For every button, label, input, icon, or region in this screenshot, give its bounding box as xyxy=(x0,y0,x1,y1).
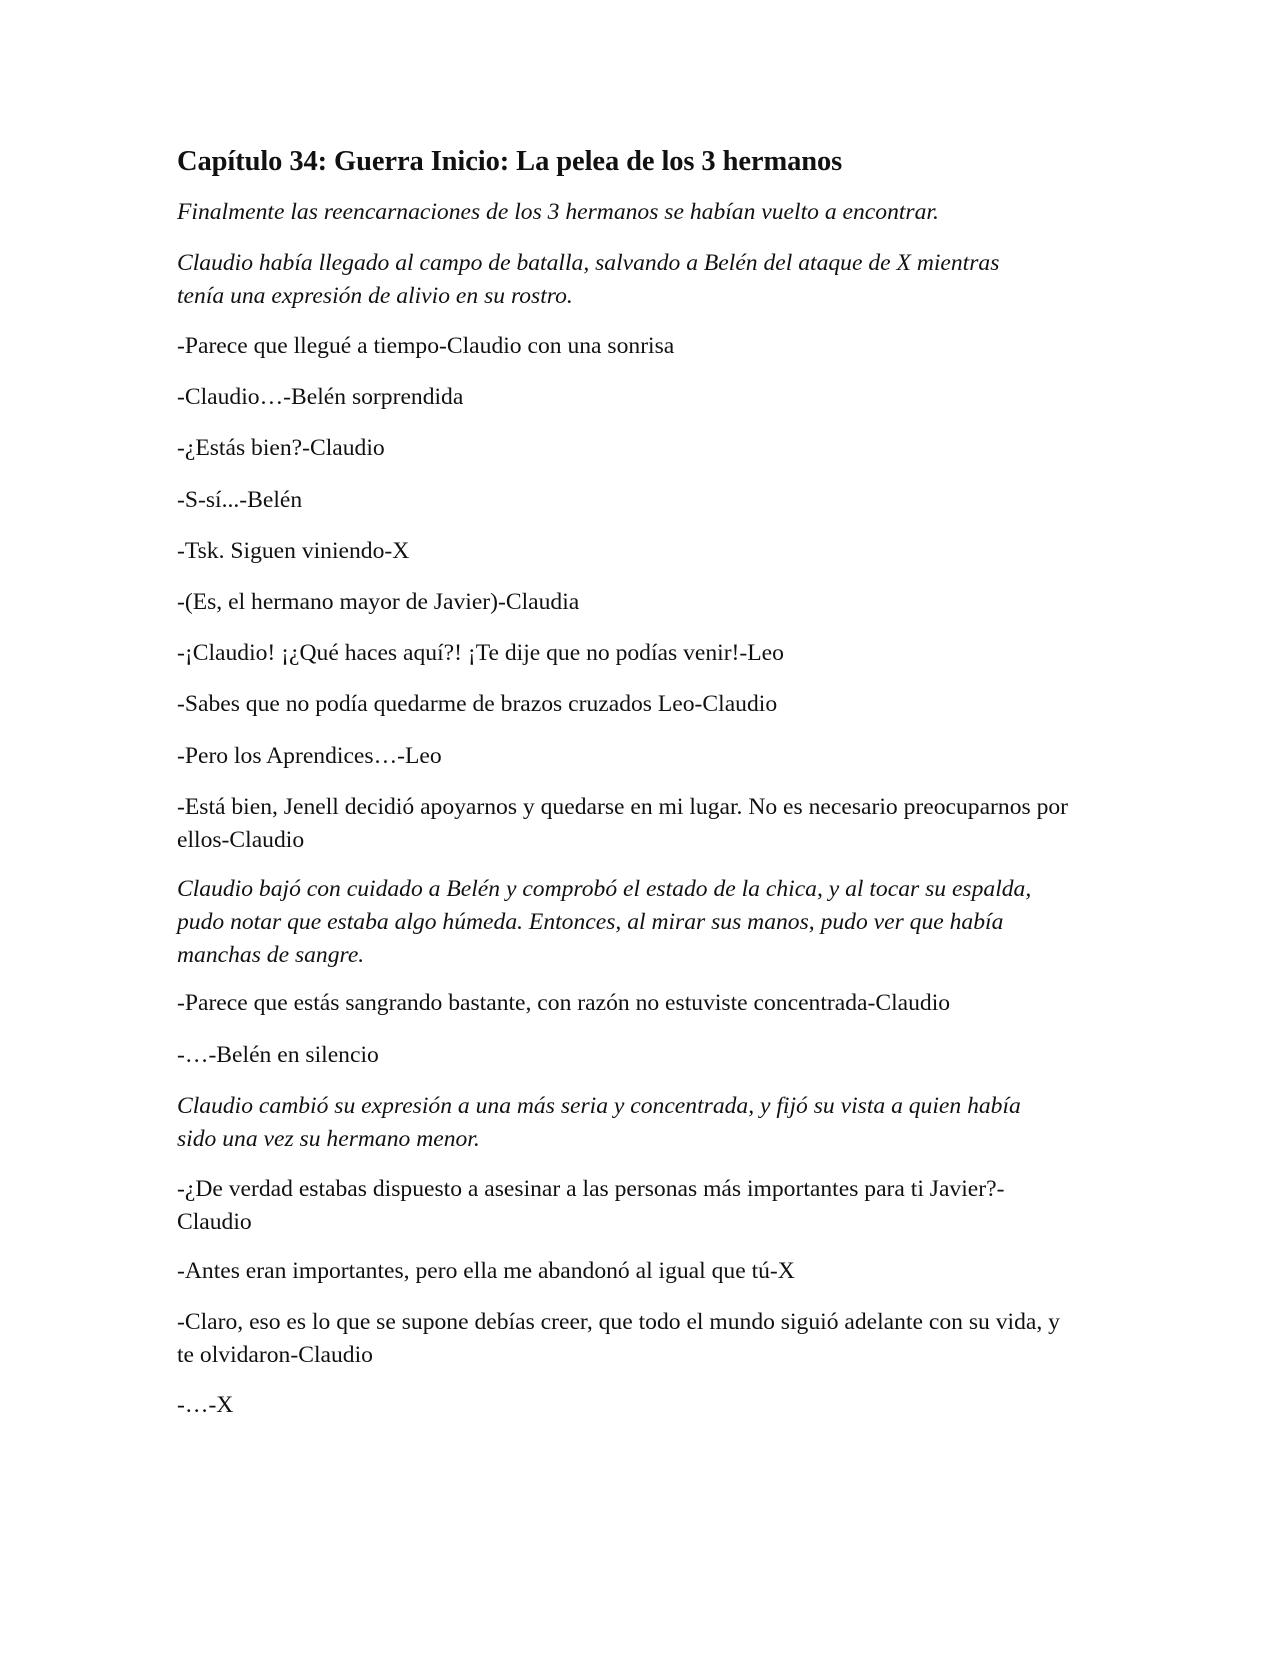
dialogue-line: -Antes eran importantes, pero ella me abandonó al igual que tú-X xyxy=(177,1258,795,1284)
dialogue-line: -S-sí...-Belén xyxy=(177,487,303,513)
narration-paragraph: Claudio había llegado al campo de batalla, salvando a Belén del ataque de X mientras tenía una expresión de alivio en su rostro. xyxy=(177,250,1000,309)
dialogue-line: -(Es, el hermano mayor de Javier)-Claudia xyxy=(177,589,580,615)
dialogue-line: -Tsk. Siguen viniendo-X xyxy=(177,538,410,564)
dialogue-line: -Claro, eso es lo que se supone debías creer, que todo el mundo siguió adelante con su vida, y te olvidaron-Claudio xyxy=(177,1309,1060,1368)
dialogue-line: -Pero los Aprendices…-Leo xyxy=(177,743,442,769)
narration-paragraph: Claudio bajó con cuidado a Belén y comprobó el estado de la chica, y al tocar su espalda, pudo notar que estaba algo húmeda. Entonces, al mirar sus manos, pudo ver que había manchas de sangre. xyxy=(177,876,1032,968)
narration-paragraph: Claudio cambió su expresión a una más seria y concentrada, y fijó su vista a quien había sido una vez su hermano menor. xyxy=(177,1093,1021,1152)
dialogue-line: -…-Belén en silencio xyxy=(177,1042,379,1068)
narration-paragraph: Finalmente las reencarnaciones de los 3 hermanos se habían vuelto a encontrar. xyxy=(177,199,939,225)
dialogue-line: -Parece que estás sangrando bastante, con razón no estuviste concentrada-Claudio xyxy=(177,990,951,1016)
dialogue-line: -Parece que llegué a tiempo-Claudio con una sonrisa xyxy=(177,333,675,359)
dialogue-line: -…-X xyxy=(177,1392,234,1418)
dialogue-line: -¿De verdad estabas dispuesto a asesinar a las personas más importantes para ti Javier?-Claudio xyxy=(177,1176,1005,1235)
dialogue-line: -Está bien, Jenell decidió apoyarnos y quedarse en mi lugar. No es necesario preocuparnos por ellos-Claudio xyxy=(177,794,1069,853)
dialogue-line: -¿Estás bien?-Claudio xyxy=(177,435,385,461)
dialogue-line: -Claudio…-Belén sorprendida xyxy=(177,384,464,410)
chapter-title: Capítulo 34: Guerra Inicio: La pelea de los 3 hermanos xyxy=(177,146,843,177)
dialogue-line: -¡Claudio! ¡¿Qué haces aquí?! ¡Te dije que no podías venir!-Leo xyxy=(177,640,784,666)
dialogue-line: -Sabes que no podía quedarme de brazos cruzados Leo-Claudio xyxy=(177,691,778,717)
